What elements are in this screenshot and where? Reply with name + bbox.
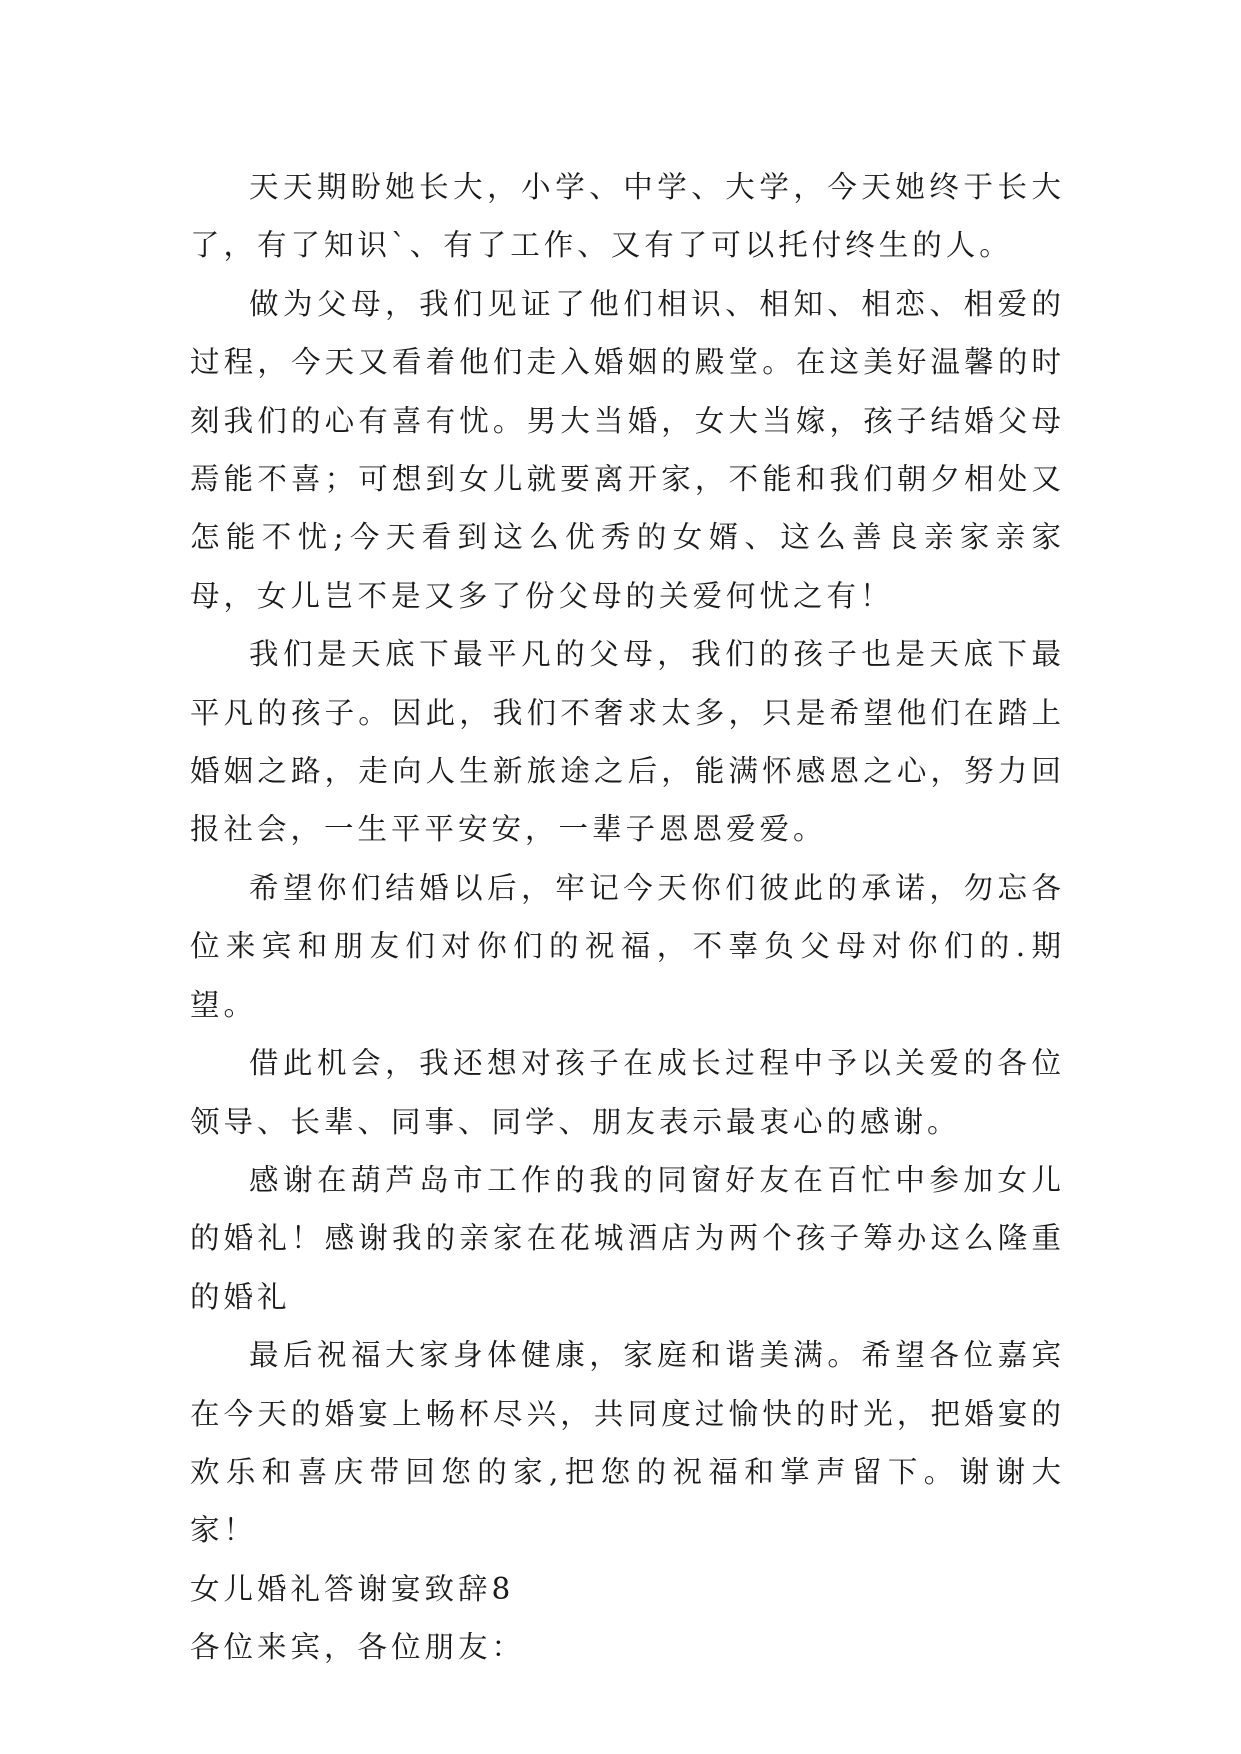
body-paragraph: 天天期盼她长大，小学、中学、大学，今天她终于长大了，有了知识`、有了工作、又有了可以托付终生的人。 [190, 170, 1065, 263]
body-paragraph: 感谢在葫芦岛市工作的我的同窗好友在百忙中参加女儿的婚礼！感谢我的亲家在花城酒店为两个孩子筹办这么隆重的婚礼 [190, 1162, 1065, 1314]
salutation: 各位来宾，各位朋友： [190, 1630, 526, 1665]
document-page [190, 158, 1065, 1677]
body-paragraph: 借此机会，我还想对孩子在成长过程中予以关爱的各位领导、长辈、同事、同学、朋友表示最衷心的感谢。 [190, 1046, 1065, 1139]
body-paragraph: 希望你们结婚以后，牢记今天你们彼此的承诺，勿忘各位来宾和朋友们对你们的祝福，不辜负父母对你们的.期望。 [190, 870, 1065, 1022]
body-paragraph: 做为父母，我们见证了他们相识、相知、相恋、相爱的过程，今天又看着他们走入婚姻的殿堂。在这美好温馨的时刻我们的心有喜有忧。男大当婚，女大当嫁，孩子结婚父母焉能不喜；可想到女儿就要离开家，不能和我们朝夕相处又怎能不忧;今天看到这么优秀的女婿、这么善良亲家亲家母，女儿岂不是又多了份父母的关爱何忧之有！ [190, 286, 1065, 613]
section-heading: 女儿婚礼答谢宴致辞8 [190, 1571, 515, 1606]
body-paragraph: 我们是天底下最平凡的父母，我们的孩子也是天底下最平凡的孩子。因此，我们不奢求太多，只是希望他们在踏上婚姻之路，走向人生新旅途之后，能满怀感恩之心，努力回报社会，一生平平安安，一辈子恩恩爱爱。 [190, 637, 1065, 847]
body-paragraph: 最后祝福大家身体健康，家庭和谐美满。希望各位嘉宾在今天的婚宴上畅杯尽兴，共同度过愉快的时光，把婚宴的欢乐和喜庆带回您的家,把您的祝福和掌声留下。谢谢大家！ [190, 1338, 1065, 1548]
